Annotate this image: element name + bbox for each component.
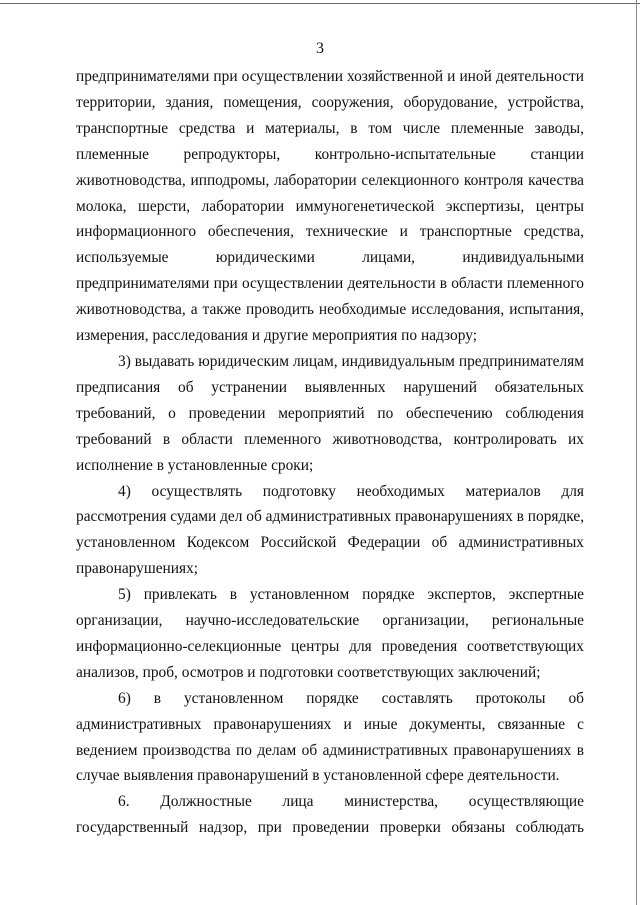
text-line: государственный надзор, при проведении проверки обязаны соблюдать xyxy=(76,819,584,837)
scan-edge-top xyxy=(0,3,640,4)
text-line: информационного обеспечения, технические и транспортные средства, xyxy=(76,223,584,241)
document-body xyxy=(76,64,584,841)
text-line: животноводства, а также проводить необходимые исследования, испытания, xyxy=(76,301,584,319)
text-line: предписания об устранении выявленных нарушений обязательных xyxy=(76,378,584,396)
text-line: предпринимателями при осуществлении хозяйственной и иной деятельности xyxy=(76,68,584,85)
text-line: молока, шерсти, лаборатории иммуногенетической экспертизы, центры xyxy=(76,197,584,215)
text-line: случае выявления правонарушений в установленной сфере деятельности. xyxy=(76,767,560,785)
scan-edge-right xyxy=(636,0,637,905)
text-line: 5) привлекать в установленном порядке экспертов, экспертные xyxy=(118,586,584,604)
text-line: административных правонарушениях и иные документы, связанные с xyxy=(76,715,584,733)
text-line: требований, о проведении мероприятий по обеспечению соблюдения xyxy=(76,404,584,422)
text-line: ведением производства по делам об административных правонарушениях в xyxy=(76,741,584,759)
text-line: используемые юридическими лицами, индивидуальными xyxy=(76,249,584,267)
text-line: 4) осуществлять подготовку необходимых материалов для xyxy=(118,482,584,500)
text-line: информационно-селекционные центры для проведения соответствующих xyxy=(76,637,584,655)
text-line: предпринимателями при осуществлении деятельности в области племенного xyxy=(76,275,584,293)
text-line: 3) выдавать юридическим лицам, индивидуальным предпринимателям xyxy=(118,352,584,370)
text-line: установленном Кодексом Российской Федерации об административных xyxy=(76,534,584,552)
text-line: территории, здания, помещения, сооружения, оборудование, устройства, xyxy=(76,93,584,111)
text-line: рассмотрения судами дел об административных правонарушениях в порядке, xyxy=(76,508,585,526)
text-line: организации, научно-исследовательские организации, региональные xyxy=(76,612,584,630)
text-line: животноводства, ипподромы, лаборатории селекционного контроля качества xyxy=(76,171,584,189)
text-line: анализов, проб, осмотров и подготовки соответствующих заключений; xyxy=(76,663,541,681)
text-line: 6) в установленном порядке составлять протоколы об xyxy=(118,689,584,707)
text-line: правонарушениях; xyxy=(76,560,199,578)
text-line: требований в области племенного животноводства, контролировать их xyxy=(76,430,584,448)
text-line: 6. Должностные лица министерства, осуществляющие xyxy=(118,793,584,811)
text-line: исполнение в установленные сроки; xyxy=(76,456,314,474)
text-line: измерения, расследования и другие мероприятия по надзору; xyxy=(76,327,477,345)
text-line: транспортные средства и материалы, в том числе племенные заводы, xyxy=(76,119,584,137)
page-number: 3 xyxy=(316,40,324,57)
text-line: племенные репродукторы, контрольно-испытательные станции xyxy=(76,145,584,163)
